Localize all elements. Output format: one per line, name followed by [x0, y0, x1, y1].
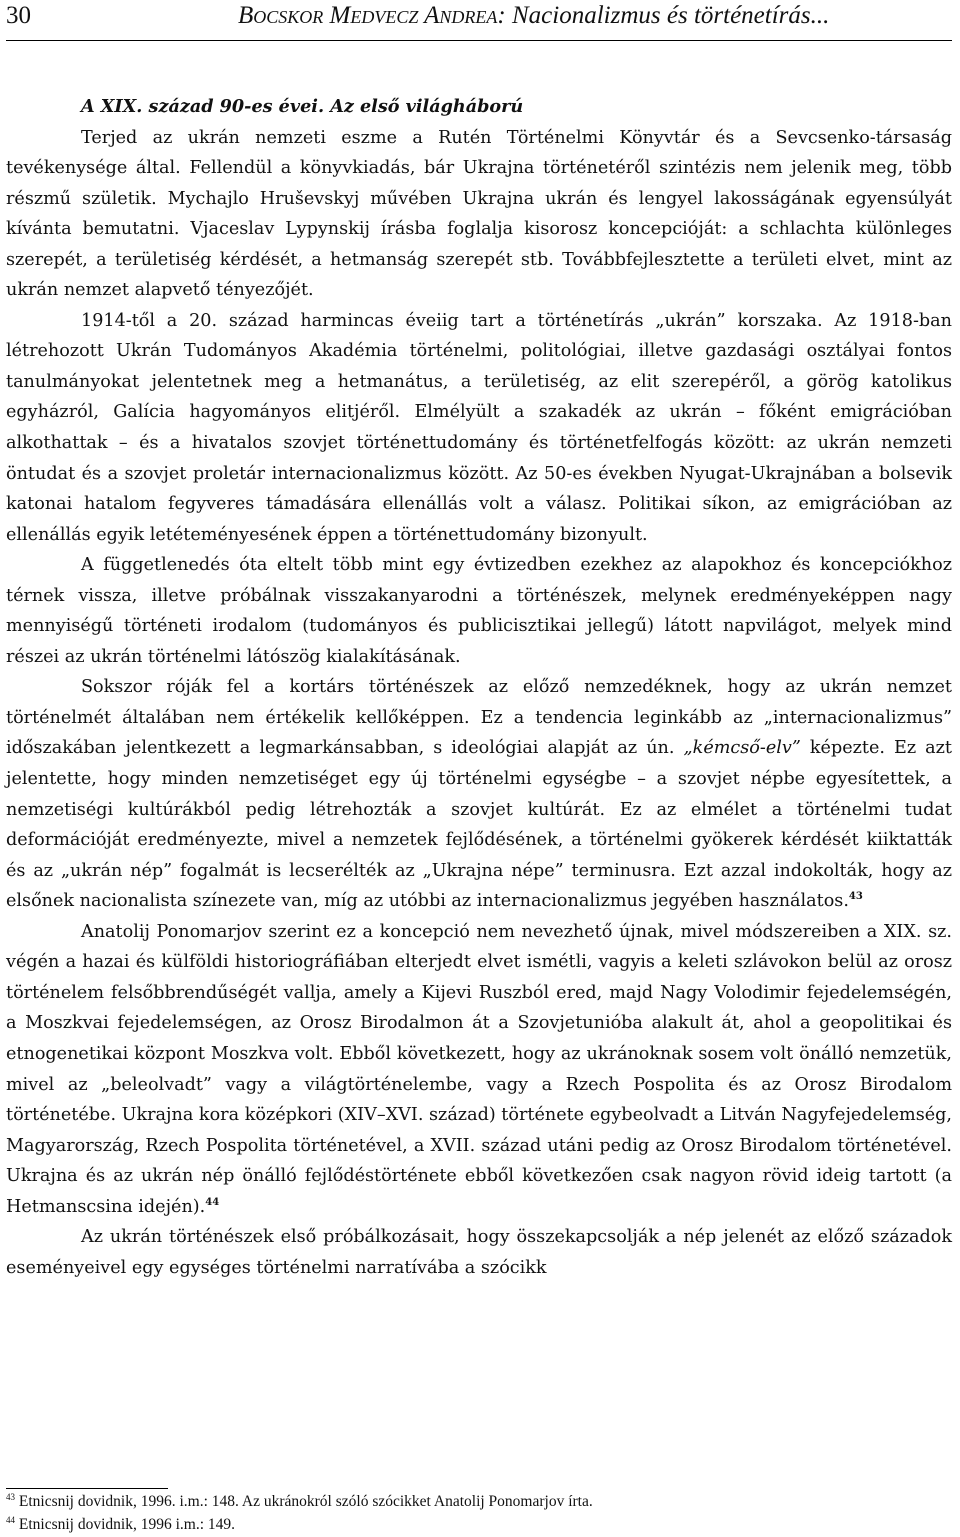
footnote-rule — [6, 1488, 168, 1489]
header-rule — [6, 40, 952, 41]
page-number: 30 — [6, 2, 31, 29]
footnote-text: Etnicsnij dovidnik, 1996 i.m.: 149. — [15, 1516, 236, 1533]
paragraph-text: Terjed az ukrán nemzeti eszme a Rutén Történelmi Könyvtár és a Sevcsenko-társaság tevékenysége által. Fellendül a könyvkiadás, bár Ukrajna történetéről szintézis nem jelenik meg, több részmű születik. Mychajlo Hruševskyj művében Ukrajna ukrán és lengyel lakosságának egyensúlyát kívánta bemutatni. Vjaceslav Lypynskij írásba foglalja kisorosz koncepcióját: a schlachta különleges szerepét, a területiség kérdését, a hetmanság szerepét stb. Továbbfejlesztette a területi elvet, mint az ukrán nemzet alapvető tényezőjét. — [6, 127, 952, 301]
header-title: Nacionalizmus és történetírás... — [512, 2, 830, 29]
footnote-number: 44 — [6, 1514, 15, 1525]
main-text — [6, 92, 952, 1283]
footnote-number: 43 — [6, 1491, 15, 1502]
footnotes — [6, 1490, 952, 1536]
paragraph-text: Anatolij Ponomarjov szerint ez a koncepció nem nevezhető újnak, mivel módszereiben a XIX. sz. végén a hazai és külföldi historiográfiában elterjedt elvet ismétli, vagyis a keleti szlávokon belül az orosz történelem felsőbbrendűségét vallja, amely a Kijevi Ruszból ered, majd Nagy Volodimir fejedelemségén, a Moszkvai fejedelemségen, az Orosz Birodalmon át a Szovjetunióba alakult át, ahol a geopolitikai és etnogenetikai központ Moszkva volt. Ebből következett, hogy az ukránoknak sosem volt önálló nemzetük, mivel az „beleolvadt” vagy a világtörténelembe, vagy a Rzech Pospolita és az Orosz Birodalom történetébe. Ukrajna kora középkori (XIV–XVI. század) története egybeolvadt a Litván Nagyfejedelemség, Magyarország, Rzech Pospolita történetével, a XVII. század utáni pedig az Orosz Birodalom történetével. Ukrajna és az ukrán nép önálló fejlődéstörténete ebből következően csak nagyon rövid ideig tartott (a Hetmanscsina idején). — [6, 921, 952, 1217]
paragraph-4 — [6, 672, 952, 916]
paragraph-6: Az ukrán történészek első próbálkozásait, hogy összekapcsolják a nép jelenét az előző századok eseményeivel egy egységes történelmi narratívába a szócikk — [6, 1227, 952, 1278]
running-header — [6, 0, 952, 40]
paragraph-5 — [6, 917, 952, 1222]
footnote — [6, 1513, 952, 1536]
paragraph-3: A függetlenedés óta eltelt több mint egy évtizedben ezekhez az alapokhoz és koncepciókhoz térnek vissza, illetve próbálnak visszakanyarodni a történészek, melynek eredményeképpen nagy mennyiségű történeti irodalom (tudományos és publicisztikai jellegű) látott napvilágot, melyek mind részei az ukrán történelmi látószög kialakításának. — [6, 555, 952, 667]
section-heading: A XIX. század 90-es évei. Az első világháború — [81, 96, 524, 117]
footnote — [6, 1490, 952, 1513]
paragraph-text: Sokszor róják fel a kortárs történészek az előző nemzedéknek, hogy az ukrán nemzet történelmét általában nem értékelik kellőképpen. Ez a tendencia leginkább az „internacionalizmus” időszakában jelentkezett a legmarkánsabban, s ideológiai alapját az ún. — [6, 677, 952, 759]
paragraph-text: képezte. Ez azt jelentette, hogy minden nemzetiséget egy új történelmi egységbe – a szovjet népbe egyesítettek, a nemzetiségi kultúrákból pedig létrehozták a szovjet kultúrát. Ez az elmélet a történelmi tudat deformációját eredményezte, mivel a nemzetek fejlődésének, a történelmi gyökerek kérdését kiiktatták és az „ukrán nép” fogalmát is lecserélték az „Ukrajna népe” terminusra. Ezt azzal indokolták, hogy az elsőnek nacionalista színezete van, míg az utóbbi az internacionalizmus jegyében használatos. — [6, 738, 953, 912]
footnote-ref[interactable]: 44 — [205, 1196, 220, 1208]
footnote-ref[interactable]: 43 — [848, 891, 863, 903]
paragraph-1 — [6, 123, 952, 306]
italic-term: „kémcső-elv” — [683, 738, 801, 759]
header-author: Bocskor Medvecz Andrea: — [238, 2, 506, 29]
paragraph-2: 1914-től a 20. század harmincas éveiig tart a történetírás „ukrán” korszaka. Az 1918-ban létrehozott Ukrán Tudományos Akadémia történelmi, politológiai, illetve gazdasági osztályai fontos tanulmányokat jelentetnek meg a hetmanátus, a területiség, az elit szerepéről, a görög katolikus egyházról, Galícia hagyományos elitjéről. Elmélyült a szakadék az ukrán – főként emigrációban alkothattak – és a hivatalos szovjet történettudomány és történetfelfogás között: az ukrán nemzeti öntudat és a szovjet proletár internacionalizmus között. Az 50-es években Nyugat-Ukrajnában a bolsevik katonai hatalom fegyveres támadására ellenállás volt a válasz. Politikai síkon, az emigrációban az ellenállás egyik letéteményesének éppen a történettudomány bizonyult. — [6, 310, 952, 545]
footnote-text: Etnicsnij dovidnik, 1996. i.m.: 148. Az ukránokról szóló szócikket Anatolij Ponomarjov írta. — [15, 1493, 593, 1510]
